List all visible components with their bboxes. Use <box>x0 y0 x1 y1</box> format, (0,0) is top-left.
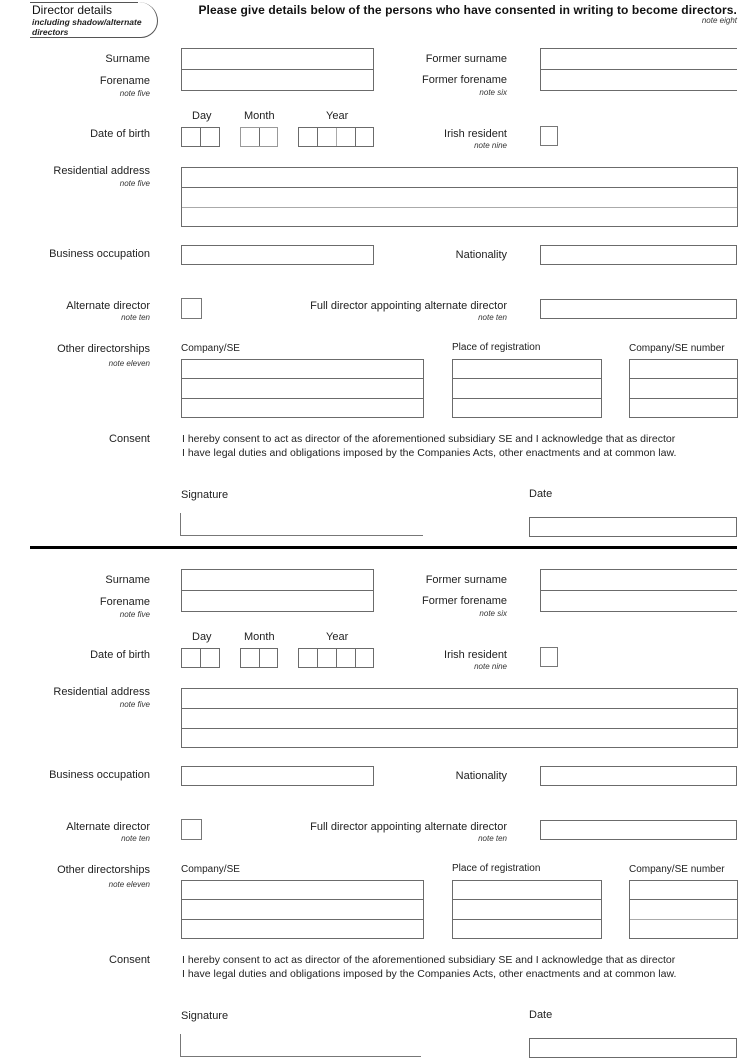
alternate-director-label: Alternate director <box>66 300 150 312</box>
year-label: Year <box>326 631 349 643</box>
former-surname-label: Former surname <box>425 574 507 586</box>
row-divider <box>453 919 601 920</box>
address-line-2-input[interactable] <box>182 709 737 727</box>
column-header-company: Company/SE <box>181 343 240 354</box>
surname-input[interactable] <box>182 570 372 590</box>
company-column-fields[interactable] <box>181 880 424 939</box>
cell-divider <box>259 649 260 667</box>
cell-divider <box>355 649 356 667</box>
dob-day-input[interactable] <box>181 648 220 668</box>
irish-resident-label: Irish resident <box>444 649 507 661</box>
dob-label: Date of birth <box>90 128 150 140</box>
other-directorships-note: note eleven <box>108 880 150 889</box>
row-divider <box>630 398 737 399</box>
column-header-company-number: Company/SE number <box>629 343 725 354</box>
row-divider <box>630 899 737 900</box>
column-header-company-number: Company/SE number <box>629 864 725 875</box>
signature-label: Signature <box>181 1010 229 1022</box>
full-director-input[interactable] <box>540 820 737 840</box>
irish-resident-checkbox[interactable] <box>540 647 558 667</box>
section-subtitle: including shadow/alternate directors <box>32 17 142 37</box>
full-director-label: Full director appointing alternate director <box>310 300 507 312</box>
signature-field[interactable] <box>180 1034 421 1057</box>
former-forename-note: note six <box>479 88 507 97</box>
cell-divider <box>317 128 318 146</box>
cell-divider <box>336 128 337 146</box>
director-block-1 <box>0 0 754 521</box>
former-surname-input[interactable] <box>541 49 737 69</box>
full-director-input[interactable] <box>540 299 737 319</box>
year-label: Year <box>326 110 349 122</box>
business-occupation-label: Business occupation <box>49 769 150 781</box>
month-label: Month <box>244 110 275 122</box>
alternate-director-checkbox[interactable] <box>181 819 202 840</box>
day-label: Day <box>192 110 212 122</box>
irish-resident-note: note nine <box>474 141 507 150</box>
nationality-label: Nationality <box>455 770 507 782</box>
month-label: Month <box>244 631 275 643</box>
address-line-2-input[interactable] <box>182 188 737 206</box>
cell-divider <box>336 649 337 667</box>
former-surname-label: Former surname <box>425 53 507 65</box>
row-divider <box>453 398 601 399</box>
place-of-registration-column-fields[interactable] <box>452 359 602 418</box>
forename-label: Forename <box>99 75 150 87</box>
director-block-2 <box>0 521 754 1042</box>
cell-divider <box>200 128 201 146</box>
instruction-note: note eight <box>701 16 737 25</box>
column-header-place-of-registration: Place of registration <box>452 342 541 353</box>
row-divider <box>453 378 601 379</box>
place-of-registration-column-fields[interactable] <box>452 880 602 939</box>
date-input[interactable] <box>529 1038 737 1058</box>
row-divider <box>630 378 737 379</box>
former-forename-note: note six <box>479 609 507 618</box>
other-directorships-label: Other directorships <box>57 343 150 355</box>
surname-input[interactable] <box>182 49 372 69</box>
company-number-column-fields[interactable] <box>629 359 738 418</box>
nationality-label: Nationality <box>455 249 507 261</box>
former-surname-input[interactable] <box>541 570 737 590</box>
dob-year-input[interactable] <box>298 127 374 147</box>
irish-resident-label: Irish resident <box>444 128 507 140</box>
cell-divider <box>355 128 356 146</box>
full-director-note: note ten <box>478 834 507 843</box>
row-divider <box>630 919 737 920</box>
business-occupation-label: Business occupation <box>49 248 150 260</box>
forename-input[interactable] <box>182 591 372 611</box>
cell-divider <box>200 649 201 667</box>
instruction-text: Please give details below of the persons who have consented in writing to become directors. <box>198 3 737 17</box>
dob-day-input[interactable] <box>181 127 220 147</box>
row-divider <box>453 899 601 900</box>
irish-resident-checkbox[interactable] <box>540 126 558 146</box>
row-divider <box>182 919 423 920</box>
signature-label: Signature <box>181 489 229 501</box>
consent-line-2: I have legal duties and obligations imposed by the Companies Acts, other enactments and at common law. <box>182 968 677 980</box>
other-directorships-label: Other directorships <box>57 864 150 876</box>
row-divider <box>182 899 423 900</box>
other-directorships-note: note eleven <box>108 359 150 368</box>
day-label: Day <box>192 631 212 643</box>
cell-divider <box>259 128 260 146</box>
address-line-3-input[interactable] <box>182 208 737 226</box>
forename-label: Forename <box>99 596 150 608</box>
residential-address-label: Residential address <box>53 686 150 698</box>
surname-label: Surname <box>105 53 150 65</box>
dob-label: Date of birth <box>90 649 150 661</box>
section-title: Director details <box>32 3 113 17</box>
irish-resident-note: note nine <box>474 662 507 671</box>
alternate-director-checkbox[interactable] <box>181 298 202 319</box>
forename-input[interactable] <box>182 70 372 90</box>
former-forename-label: Former forename <box>422 74 507 86</box>
nationality-input[interactable] <box>540 245 737 265</box>
consent-line-1: I hereby consent to act as director of the aforementioned subsidiary SE and I acknowledge that as director <box>182 433 676 445</box>
address-line-3-input[interactable] <box>182 729 737 747</box>
date-label: Date <box>529 488 553 500</box>
alternate-director-note: note ten <box>121 313 150 322</box>
alternate-director-label: Alternate director <box>66 821 150 833</box>
consent-label: Consent <box>109 954 150 966</box>
forename-note: note five <box>119 89 150 98</box>
forename-note: note five <box>119 610 150 619</box>
column-header-company: Company/SE <box>181 864 240 875</box>
residential-address-label: Residential address <box>53 165 150 177</box>
consent-line-2: I have legal duties and obligations imposed by the Companies Acts, other enactments and at common law. <box>182 447 677 459</box>
business-occupation-input[interactable] <box>181 245 374 265</box>
row-divider <box>182 398 423 399</box>
dob-year-input[interactable] <box>298 648 374 668</box>
consent-line-1: I hereby consent to act as director of the aforementioned subsidiary SE and I acknowledge that as director <box>182 954 676 966</box>
consent-label: Consent <box>109 433 150 445</box>
former-forename-label: Former forename <box>422 595 507 607</box>
former-forename-input[interactable] <box>541 591 737 611</box>
date-label: Date <box>529 1009 553 1021</box>
surname-label: Surname <box>105 574 150 586</box>
row-divider <box>182 378 423 379</box>
column-header-place-of-registration: Place of registration <box>452 863 541 874</box>
cell-divider <box>317 649 318 667</box>
dob-month-input[interactable] <box>240 648 278 668</box>
full-director-label: Full director appointing alternate director <box>310 821 507 833</box>
address-line-1-input[interactable] <box>182 168 737 186</box>
residential-address-note: note five <box>119 179 150 188</box>
address-line-1-input[interactable] <box>182 689 737 707</box>
business-occupation-input[interactable] <box>181 766 374 786</box>
alternate-director-note: note ten <box>121 834 150 843</box>
nationality-input[interactable] <box>540 766 737 786</box>
company-column-fields[interactable] <box>181 359 424 418</box>
former-forename-input[interactable] <box>541 70 737 90</box>
residential-address-note: note five <box>119 700 150 709</box>
full-director-note: note ten <box>478 313 507 322</box>
dob-month-input[interactable] <box>240 127 278 147</box>
company-number-column-fields[interactable] <box>629 880 738 939</box>
